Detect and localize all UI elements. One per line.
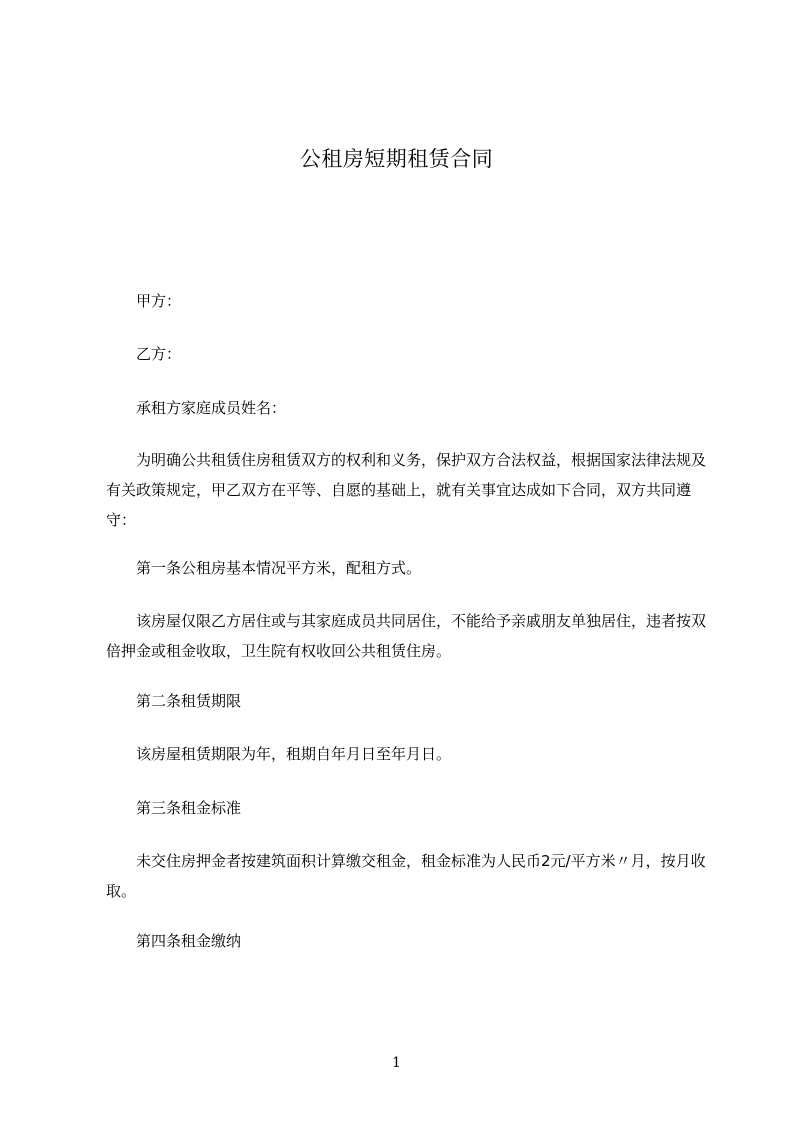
document-title: 公租房短期租赁合同 <box>299 147 494 171</box>
article-2-body: 该房屋租赁期限为年，租期自年月日至年月日。 <box>136 745 452 763</box>
page-number: 1 <box>392 1055 401 1071</box>
article-2-heading: 第二条租赁期限 <box>136 692 242 710</box>
article-3-heading: 第三条租金标准 <box>136 799 242 817</box>
article-3-body: 未交住房押金者按建筑面积计算缴交租金，租金标准为人民币2元/平方米〃月，按月收取。 <box>106 852 706 900</box>
article-1-heading: 第一条公租房基本情况平方米，配租方式。 <box>136 559 422 577</box>
article-4-heading: 第四条租金缴纳 <box>136 932 242 950</box>
preamble-paragraph: 为明确公共租赁住房租赁双方的权利和义务，保护双方合法权益，根据国家法律法规及有关政策规定，甲乙双方在平等、自愿的基础上，就有关事宜达成如下合同，双方共同遵守： <box>106 451 707 529</box>
party-b-line: 乙方： <box>136 345 182 363</box>
party-a-line: 甲方： <box>136 292 182 310</box>
family-members-line: 承租方家庭成员姓名： <box>136 399 287 417</box>
article-1-body: 该房屋仅限乙方居住或与其家庭成员共同居住，不能给予亲戚朋友单独居住，违者按双倍押金或租金收取，卫生院有权收回公共租赁住房。 <box>106 612 707 660</box>
